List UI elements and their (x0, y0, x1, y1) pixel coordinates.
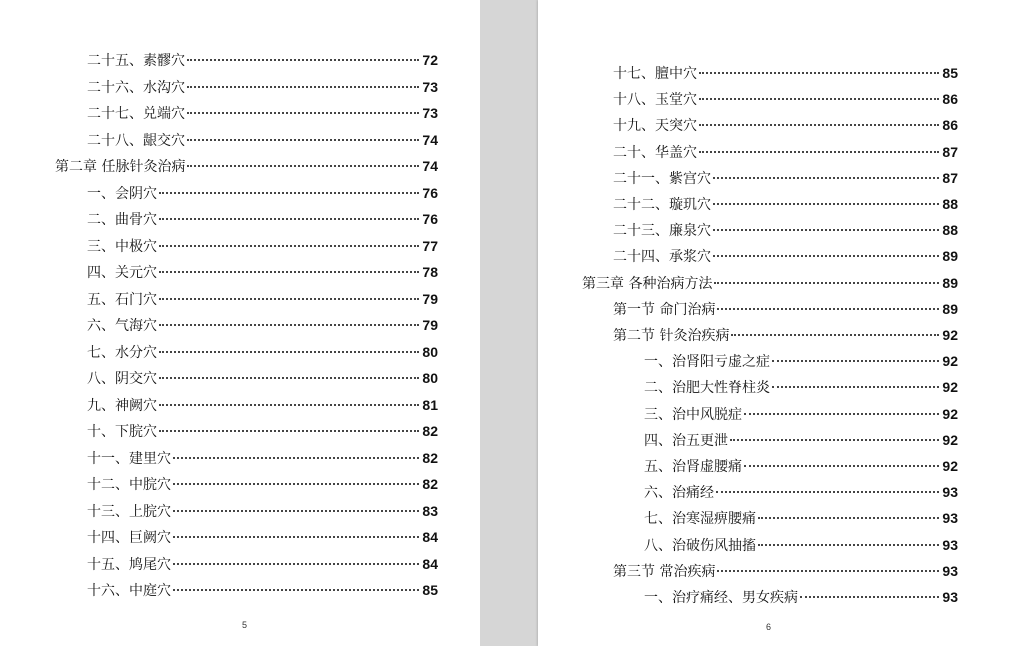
dot-leader (772, 386, 939, 388)
toc-entry-page: 93 (942, 484, 958, 501)
toc-entry (87, 209, 438, 229)
toc-entry-page: 76 (422, 184, 438, 201)
toc-entry-page: 82 (422, 423, 438, 439)
toc-entry (644, 508, 958, 528)
dot-leader (717, 570, 939, 572)
dot-leader (173, 536, 419, 538)
toc-entry-page: 72 (422, 52, 438, 68)
toc-entry (613, 168, 958, 188)
dot-leader (772, 360, 939, 362)
toc-entry-page: 86 (942, 91, 958, 108)
toc-entry (87, 580, 438, 600)
toc-entry-page: 92 (942, 327, 958, 343)
toc-entry (644, 535, 958, 555)
toc-entry-page: 77 (422, 237, 438, 254)
toc-entry-page: 78 (422, 264, 438, 280)
toc-entry-page: 92 (942, 353, 958, 370)
toc-entry-title: 二十二、璇玑穴 (613, 197, 711, 213)
toc-entry-title: 第二章 任脉针灸治病 (55, 159, 186, 175)
toc-entry-title: 十一、建里穴 (87, 450, 171, 467)
dot-leader (713, 255, 939, 257)
toc-entry-page: 87 (942, 143, 958, 160)
toc-entry-page: 79 (422, 317, 438, 333)
toc-entry-page: 80 (422, 343, 438, 360)
toc-entry (644, 587, 958, 607)
toc-entry-title: 一、治疗痛经、男女疾病 (644, 590, 798, 606)
dot-leader (731, 334, 939, 336)
toc-entry-title: 十、下脘穴 (87, 424, 157, 440)
toc-entry (87, 236, 438, 256)
toc-entry (87, 130, 438, 150)
toc-entry (87, 448, 438, 468)
toc-entry-title: 七、治寒湿痹腰痛 (644, 511, 756, 528)
toc-entry-title: 第三节 常治疾病 (613, 563, 716, 580)
toc-chapter-entry (55, 156, 438, 176)
dot-leader (187, 165, 419, 167)
toc-entry-page: 92 (942, 458, 958, 474)
toc-entry (613, 325, 958, 345)
toc-entry-page: 85 (942, 65, 958, 81)
dot-leader (159, 271, 419, 273)
toc-entry-page: 88 (942, 222, 958, 239)
dot-leader (699, 151, 939, 153)
toc-entry-title: 四、治五更泄 (644, 432, 728, 449)
dot-leader (173, 563, 419, 565)
dot-leader (730, 439, 939, 441)
toc-entry-page: 88 (942, 196, 958, 212)
toc-entry-page: 80 (422, 370, 438, 386)
toc-entry-page: 82 (422, 476, 438, 492)
toc-entry-title: 二十八、龈交穴 (87, 132, 185, 149)
toc-entry-title: 二、治肥大性脊柱炎 (644, 380, 770, 397)
toc-entry (613, 299, 958, 319)
toc-entry-page: 84 (422, 555, 438, 572)
toc-entry-title: 六、气海穴 (87, 318, 157, 334)
dot-leader (173, 589, 419, 591)
toc-entry (87, 501, 438, 521)
toc-entry-page: 93 (942, 510, 958, 527)
toc-entry-page: 89 (942, 248, 958, 265)
toc-entry (87, 527, 438, 547)
toc-entry-title: 一、会阴穴 (87, 185, 157, 202)
left-page (0, 0, 480, 646)
toc-entry (613, 115, 958, 135)
toc-entry-page: 89 (942, 300, 958, 317)
toc-entry-title: 六、治痛经 (644, 485, 714, 502)
toc-entry-title: 十七、膻中穴 (613, 66, 697, 82)
toc-entry (87, 315, 438, 335)
toc-entry-page: 93 (942, 536, 958, 553)
toc-entry (87, 554, 438, 574)
toc-entry (613, 246, 958, 266)
toc-entry-page: 73 (422, 105, 438, 121)
dot-leader (717, 308, 939, 310)
dot-leader (159, 377, 419, 379)
toc-entry-title: 七、水分穴 (87, 344, 157, 361)
toc-entry-title: 五、石门穴 (87, 291, 157, 308)
toc-entry-title: 第二节 针灸治疾病 (613, 328, 730, 344)
toc-entry-title: 十六、中庭穴 (87, 583, 171, 599)
dot-leader (159, 218, 419, 220)
toc-entry-page: 79 (422, 290, 438, 307)
toc-entry (613, 63, 958, 83)
right-page (538, 0, 1024, 646)
dot-leader (159, 245, 419, 247)
dot-leader (159, 404, 419, 406)
toc-entry-page: 93 (942, 562, 958, 579)
page-number-right: 6 (766, 622, 772, 632)
toc-entry-title: 二十一、紫宫穴 (613, 170, 711, 187)
dot-leader (713, 203, 939, 205)
dot-leader (187, 59, 419, 61)
toc-entry-page: 83 (422, 502, 438, 519)
toc-entry-title: 十三、上脘穴 (87, 503, 171, 520)
toc-entry-page: 73 (422, 78, 438, 95)
toc-entry (644, 456, 958, 476)
toc-entry-title: 十九、天突穴 (613, 118, 697, 135)
toc-chapter-entry (582, 273, 958, 293)
toc-entry (613, 194, 958, 214)
toc-entry (644, 482, 958, 502)
toc-entry-title: 八、阴交穴 (87, 371, 157, 387)
toc-entry-title: 三、中极穴 (87, 238, 157, 255)
toc-entry-title: 十四、巨阙穴 (87, 530, 171, 546)
toc-entry (87, 103, 438, 123)
dot-leader (699, 124, 939, 126)
toc-entry-title: 十八、玉堂穴 (613, 92, 697, 109)
dot-leader (758, 544, 939, 546)
dot-leader (173, 457, 419, 459)
toc-entry-title: 十五、鸠尾穴 (87, 556, 171, 573)
page-number-left: 5 (242, 620, 248, 630)
toc-entry-page: 93 (942, 589, 958, 605)
toc-entry-title: 九、神阙穴 (87, 397, 157, 414)
toc-entry-title: 一、治肾阳亏虚之症 (644, 354, 770, 371)
toc-entry-page: 89 (942, 274, 958, 291)
dot-leader (173, 510, 419, 512)
toc-entry-page: 76 (422, 211, 438, 227)
toc-entry-page: 84 (422, 529, 438, 545)
toc-entry-title: 二十四、承浆穴 (613, 249, 711, 266)
toc-entry (87, 50, 438, 70)
toc-entry (613, 220, 958, 240)
dot-leader (713, 229, 939, 231)
toc-entry-title: 第一节 命门治病 (613, 301, 716, 318)
toc-entry-title: 二、曲骨穴 (87, 212, 157, 228)
dot-leader (187, 86, 419, 88)
dot-leader (699, 98, 939, 100)
toc-entry-page: 92 (942, 379, 958, 396)
toc-entry (87, 474, 438, 494)
toc-entry-page: 86 (942, 117, 958, 134)
toc-entry-page: 92 (942, 405, 958, 422)
toc-entry-title: 二十三、廉泉穴 (613, 223, 711, 240)
toc-entry (87, 395, 438, 415)
toc-entry-title: 第三章 各种治病方法 (582, 275, 713, 292)
toc-entry (613, 89, 958, 109)
toc-entry-title: 三、治中风脱症 (644, 406, 742, 423)
toc-entry (87, 183, 438, 203)
toc-entry (644, 377, 958, 397)
toc-entry (613, 561, 958, 581)
toc-entry-title: 十二、中脘穴 (87, 477, 171, 493)
dot-leader (744, 465, 939, 467)
toc-entry-title: 八、治破伤风抽搐 (644, 537, 756, 554)
toc-entry (87, 342, 438, 362)
toc-entry-page: 85 (422, 582, 438, 598)
toc-entry-page: 87 (942, 169, 958, 186)
toc-entry-page: 81 (422, 396, 438, 413)
toc-entry-page: 74 (422, 158, 438, 174)
toc-entry (87, 421, 438, 441)
toc-entry (644, 430, 958, 450)
dot-leader (699, 72, 939, 74)
dot-leader (173, 483, 419, 485)
toc-entry-title: 四、关元穴 (87, 265, 157, 281)
toc-entry-page: 92 (942, 431, 958, 448)
toc-entry-page: 74 (422, 131, 438, 148)
dot-leader (800, 596, 939, 598)
dot-leader (159, 430, 419, 432)
toc-entry (613, 142, 958, 162)
dot-leader (159, 351, 419, 353)
toc-entry-title: 二十六、水沟穴 (87, 79, 185, 96)
dot-leader (714, 282, 939, 284)
toc-entry-title: 二十五、素髎穴 (87, 53, 185, 69)
toc-entry (644, 404, 958, 424)
dot-leader (758, 517, 939, 519)
dot-leader (744, 413, 939, 415)
toc-entry (87, 368, 438, 388)
toc-entry (87, 262, 438, 282)
dot-leader (159, 298, 419, 300)
dot-leader (187, 139, 419, 141)
dot-leader (713, 177, 939, 179)
dot-leader (159, 192, 419, 194)
toc-entry-title: 五、治肾虚腰痛 (644, 459, 742, 475)
toc-entry (87, 289, 438, 309)
dot-leader (159, 324, 419, 326)
dot-leader (187, 112, 419, 114)
toc-entry (87, 77, 438, 97)
dot-leader (716, 491, 939, 493)
toc-entry-page: 82 (422, 449, 438, 466)
toc-entry-title: 二十七、兑端穴 (87, 106, 185, 122)
toc-entry (644, 351, 958, 371)
toc-entry-title: 二十、华盖穴 (613, 144, 697, 161)
